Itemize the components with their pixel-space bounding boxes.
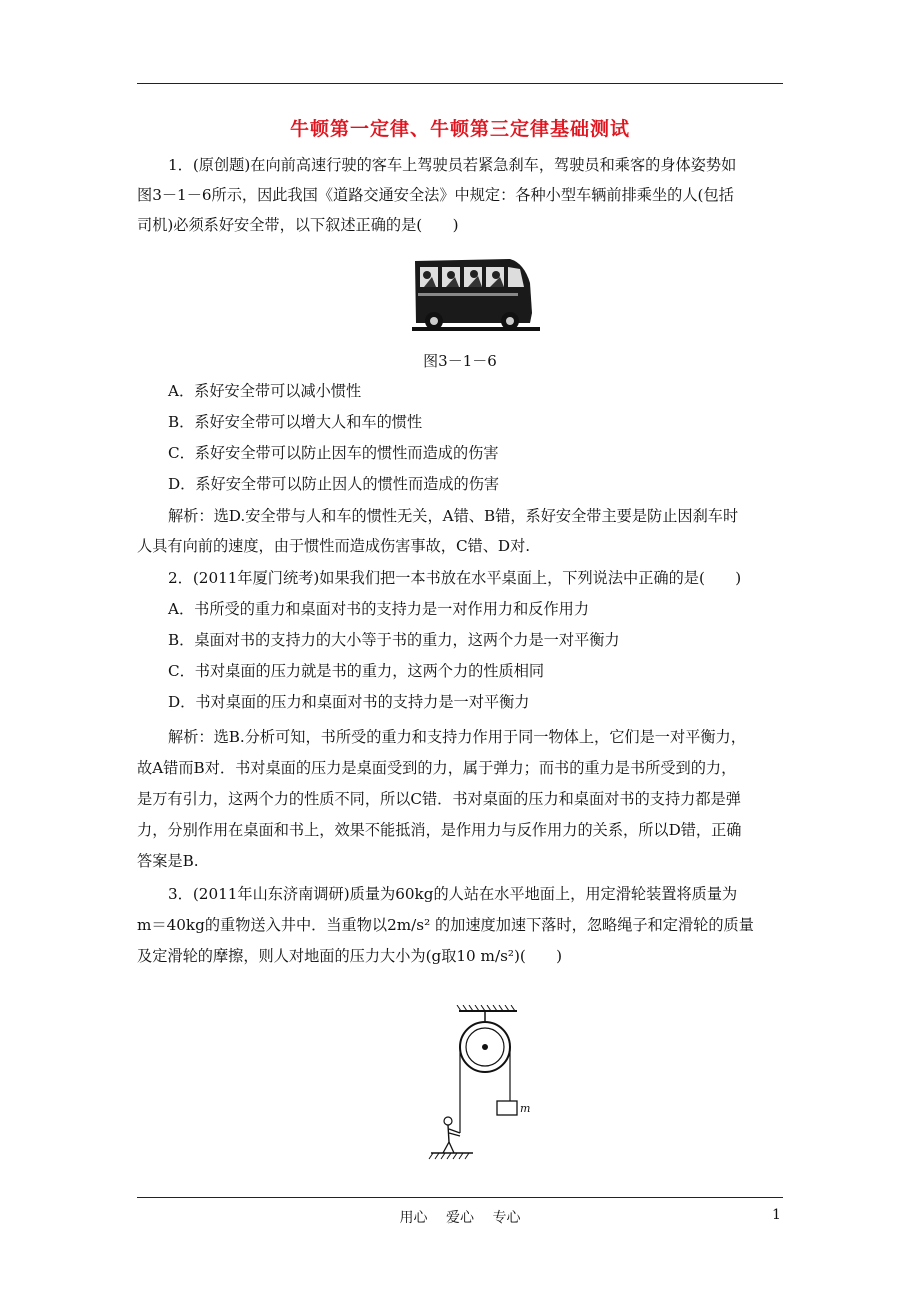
footer-text: 用心 爱心 专心: [399, 1210, 521, 1226]
text-line: 故A错而B对．书对桌面的压力是桌面受到的力，属于弹力；而书的重力是书所受到的力，: [137, 759, 737, 777]
footer-rule: [137, 1197, 783, 1198]
text-line: 解析：选B.分析可知，书所受的重力和支持力作用于同一物体上，它们是一对平衡力，: [168, 728, 746, 746]
option-c: C．系好安全带可以防止因车的惯性而造成的伤害: [168, 444, 499, 462]
text-line: 力，分别作用在桌面和书上，效果不能抵消，是作用力与反作用力的关系，所以D错，正确: [137, 821, 742, 839]
text-line: m＝40kg的重物送入井中．当重物以2m/s² 的加速度加速下落时，忽略绳子和定滑轮的质量: [137, 916, 754, 934]
text-line: 解析：选D.安全带与人和车的惯性无关，A错、B错，系好安全带主要是防止因刹车时: [168, 507, 739, 525]
text-line: 图3－1－6所示，因此我国《道路交通安全法》中规定：各种小型车辆前排乘坐的人(包括: [137, 186, 734, 204]
option-b: B．桌面对书的支持力的大小等于书的重力，这两个力是一对平衡力: [168, 631, 620, 649]
pulley-figure: [425, 1005, 535, 1165]
option-a: A．书所受的重力和桌面对书的支持力是一对作用力和反作用力: [168, 600, 590, 618]
option-d: D．书对桌面的压力和桌面对书的支持力是一对平衡力: [168, 693, 530, 711]
option-c: C．书对桌面的压力就是书的重力，这两个力的性质相同: [168, 662, 545, 680]
option-b: B．系好安全带可以增大人和车的惯性: [168, 413, 423, 431]
text-line: 及定滑轮的摩擦，则人对地面的压力大小为(g取10 m/s²)( ): [137, 947, 563, 965]
option-a: A．系好安全带可以减小惯性: [168, 382, 362, 400]
page-number: 1: [772, 1207, 781, 1223]
header-rule: [137, 83, 783, 84]
text-line: 2．(2011年厦门统考)如果我们把一本书放在水平桌面上，下列说法中正确的是( ): [168, 569, 742, 587]
option-d: D．系好安全带可以防止因人的惯性而造成的伤害: [168, 475, 500, 493]
text-line: 3．(2011年山东济南调研)质量为60kg的人站在水平地面上，用定滑轮装置将质量为: [168, 885, 738, 903]
text-line: 司机)必须系好安全带，以下叙述正确的是( ): [137, 216, 459, 234]
page-title: 牛顿第一定律、牛顿第三定律基础测试: [289, 118, 630, 140]
text-line: 1．(原创题)在向前高速行驶的客车上驾驶员若紧急刹车，驾驶员和乘客的身体姿势如: [168, 156, 737, 174]
figure-caption: 图3－1－6: [423, 352, 497, 370]
mass-label: m: [520, 1102, 531, 1115]
text-line: 答案是B.: [137, 852, 199, 870]
bus-figure: [412, 253, 540, 333]
text-line: 是万有引力，这两个力的性质不同，所以C错．书对桌面的压力和桌面对书的支持力都是弹: [137, 790, 741, 808]
text-line: 人具有向前的速度，由于惯性而造成伤害事故，C错、D对.: [137, 537, 531, 555]
